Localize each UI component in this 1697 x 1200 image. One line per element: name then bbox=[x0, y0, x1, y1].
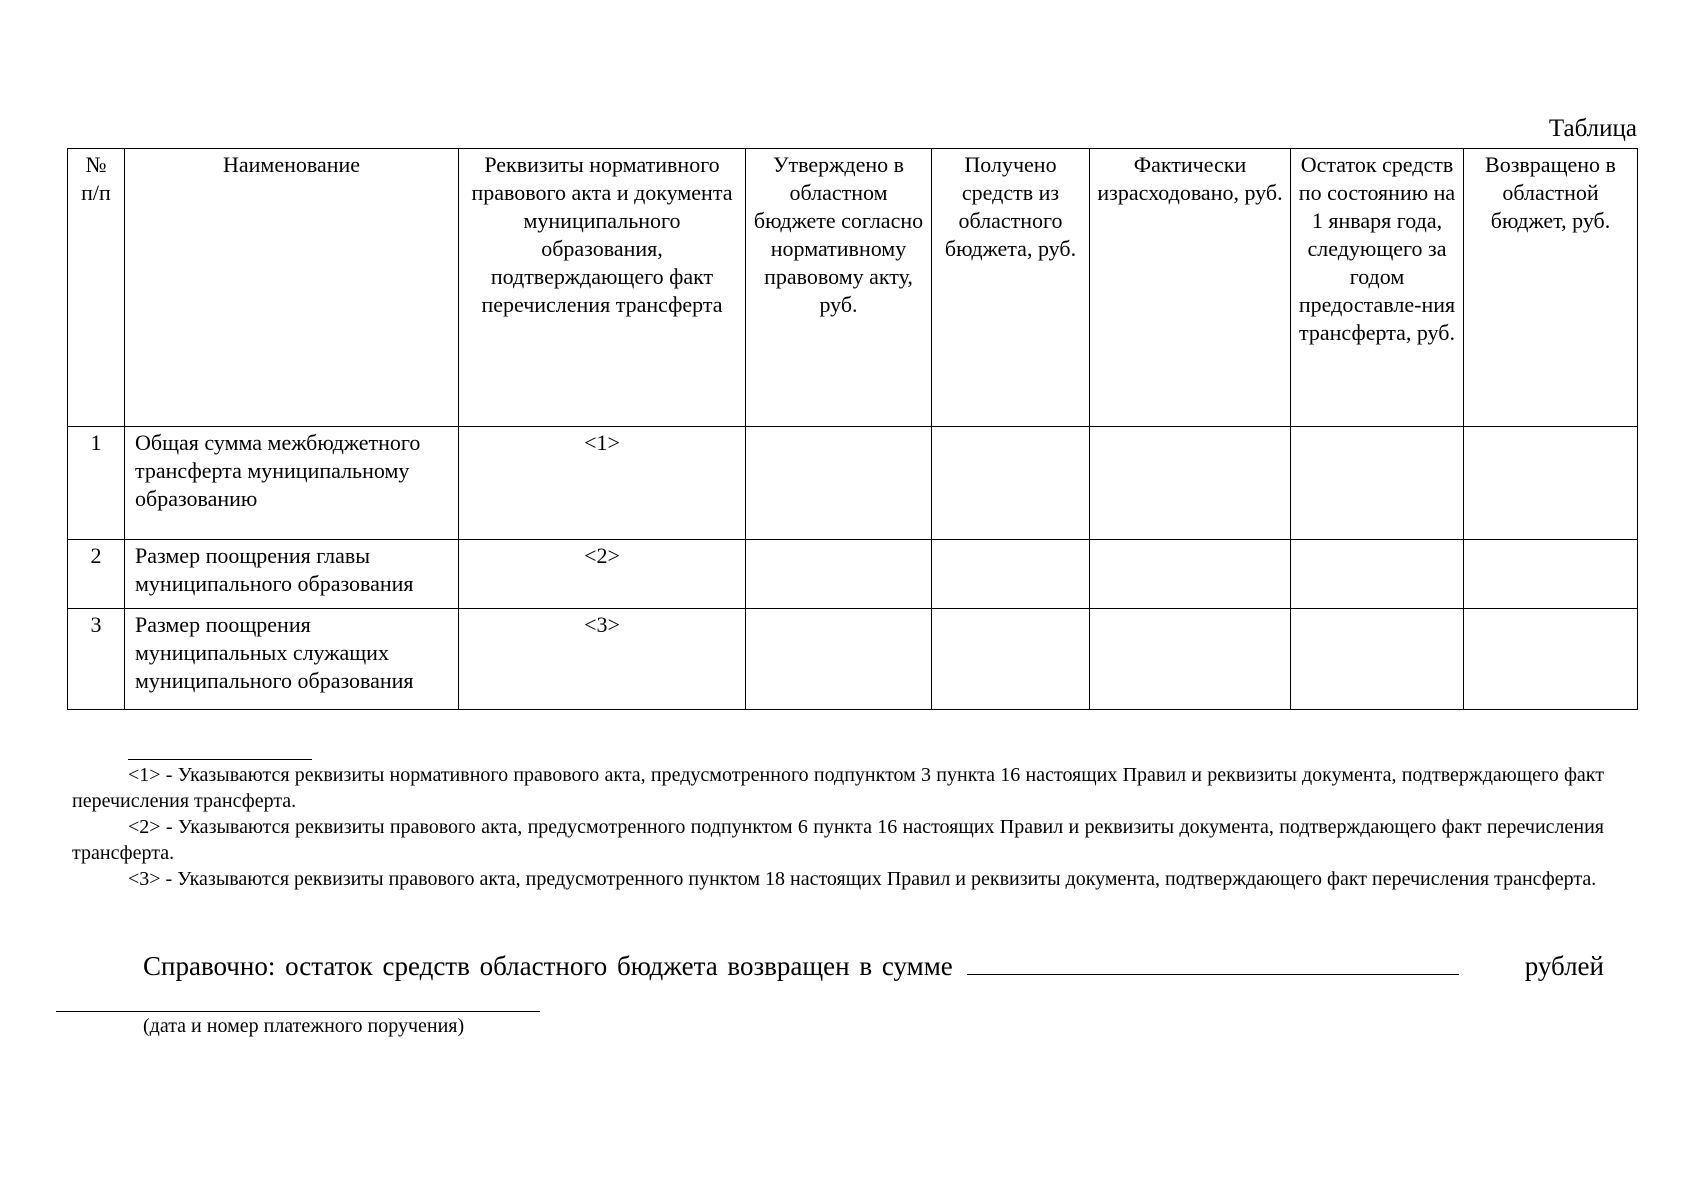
cell-spent bbox=[1090, 609, 1291, 710]
header-row bbox=[68, 149, 1638, 427]
cell-approved bbox=[746, 540, 932, 609]
row-name: Общая сумма межбюджетного трансферта муниципальному образованию bbox=[125, 427, 459, 540]
row-number: 1 bbox=[68, 427, 125, 540]
cell-balance bbox=[1291, 609, 1464, 710]
header-requisites: Реквизиты нормативного правового акта и документа муниципального образования, подтверждающего факт перечисления трансферта bbox=[459, 149, 746, 427]
row-number: 3 bbox=[68, 609, 125, 710]
reference-line bbox=[72, 948, 1604, 983]
payment-order-caption: (дата и номер платежного поручения) bbox=[143, 1015, 465, 1037]
cell-received bbox=[932, 427, 1090, 540]
cell-spent bbox=[1090, 540, 1291, 609]
cell-received bbox=[932, 540, 1090, 609]
header-balance: Остаток средств по состоянию на 1 января года, следующего за годом предоставле-ния трансферта, руб. bbox=[1291, 149, 1464, 427]
row-requisites: <2> bbox=[459, 540, 746, 609]
cell-spent bbox=[1090, 427, 1291, 540]
row-number: 2 bbox=[68, 540, 125, 609]
table-caption: Таблица bbox=[1548, 115, 1637, 142]
table-row bbox=[68, 540, 1638, 609]
cell-returned bbox=[1464, 427, 1638, 540]
footnote-3: <3> - Указываются реквизиты правового акта, предусмотренного пунктом 18 настоящих Правил и реквизиты документа, подтверждающего факт перечисления трансферта. bbox=[128, 868, 1597, 890]
footnote-separator bbox=[128, 759, 312, 760]
reference-unit: рублей bbox=[1524, 951, 1604, 981]
footnotes bbox=[72, 762, 1604, 892]
report-table bbox=[67, 148, 1638, 710]
header-approved: Утверждено в областном бюджете согласно нормативному правовому акту, руб. bbox=[746, 149, 932, 427]
cell-returned bbox=[1464, 609, 1638, 710]
cell-balance bbox=[1291, 540, 1464, 609]
footnote-1: <1> - Указываются реквизиты нормативного правового акта, предусмотренного подпунктом 3 пункта 16 настоящих Правил и реквизиты документа, подтверждающего факт перечисления трансферта. bbox=[72, 764, 1604, 812]
cell-approved bbox=[746, 609, 932, 710]
header-received: Получено средств из областного бюджета, руб. bbox=[932, 149, 1090, 427]
cell-received bbox=[932, 609, 1090, 710]
payment-order-blank-field[interactable] bbox=[56, 1011, 540, 1012]
table-row bbox=[68, 609, 1638, 710]
cell-returned bbox=[1464, 540, 1638, 609]
header-spent: Фактически израсходовано, руб. bbox=[1090, 149, 1291, 427]
row-requisites: <1> bbox=[459, 427, 746, 540]
amount-blank-field[interactable] bbox=[967, 948, 1459, 975]
cell-approved bbox=[746, 427, 932, 540]
row-name: Размер поощрения главы муниципального образования bbox=[125, 540, 459, 609]
header-number: № п/п bbox=[68, 149, 125, 427]
row-requisites: <3> bbox=[459, 609, 746, 710]
table-row bbox=[68, 427, 1638, 540]
row-name: Размер поощрения муниципальных служащих муниципального образования bbox=[125, 609, 459, 710]
header-name: Наименование bbox=[125, 149, 459, 427]
reference-text: Справочно: остаток средств областного бюджета возвращен в сумме bbox=[143, 951, 953, 981]
header-returned: Возвращено в областной бюджет, руб. bbox=[1464, 149, 1638, 427]
footnote-2: <2> - Указываются реквизиты правового акта, предусмотренного подпунктом 6 пункта 16 настоящих Правил и реквизиты документа, подтверждающего факт перечисления трансферта. bbox=[72, 816, 1604, 864]
cell-balance bbox=[1291, 427, 1464, 540]
